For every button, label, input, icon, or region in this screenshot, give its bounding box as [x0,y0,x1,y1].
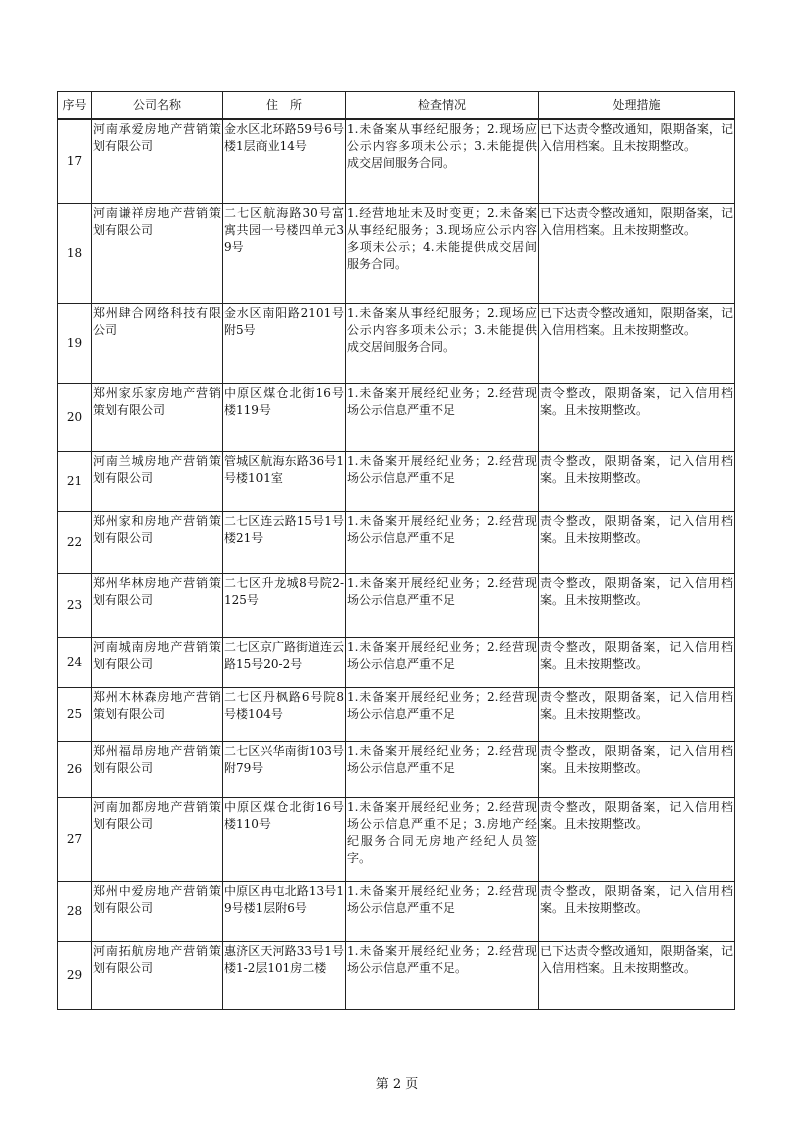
company-name: 郑州福昂房地产营销策划有限公司 [92,741,223,797]
inspection-result: 1.未备案开展经纪业务；2.经营现场公示信息严重不足 [346,383,539,451]
company-name: 河南谦祥房地产营销策划有限公司 [92,203,223,303]
company-address: 中原区煤仓北街16号楼119号 [223,383,346,451]
header-inspection: 检查情况 [346,92,539,120]
handling-measures: 已下达责令整改通知，限期备案，记入信用档案。且未按期整改。 [539,941,735,1009]
company-name: 河南城南房地产营销策划有限公司 [92,637,223,687]
company-address: 二七区航海路30号富寓共园一号楼四单元39号 [223,203,346,303]
company-address: 金水区北环路59号6号楼1层商业14号 [223,119,346,203]
inspection-result: 1.未备案开展经纪业务；2.经营现场公示信息严重不足 [346,637,539,687]
row-number: 27 [58,797,92,881]
page-number: 第 2 页 [375,1077,419,1092]
table-row [58,687,735,741]
header-company: 公司名称 [92,92,223,120]
company-name: 郑州木林森房地产营销策划有限公司 [92,687,223,741]
row-number: 26 [58,741,92,797]
table-row [58,741,735,797]
table-row [58,119,735,203]
row-number: 29 [58,941,92,1009]
row-number: 19 [58,303,92,383]
company-address: 二七区连云路15号1号楼21号 [223,511,346,573]
company-address: 金水区南阳路2101号附5号 [223,303,346,383]
handling-measures: 责令整改，限期备案，记入信用档案。且未按期整改。 [539,383,735,451]
header-no: 序号 [58,92,92,120]
company-address: 中原区煤仓北街16号楼110号 [223,797,346,881]
inspection-table [57,91,735,1010]
row-number: 23 [58,573,92,637]
table-row [58,797,735,881]
table-row [58,203,735,303]
company-name: 郑州家乐家房地产营销策划有限公司 [92,383,223,451]
handling-measures: 责令整改，限期备案，记入信用档案。且未按期整改。 [539,687,735,741]
inspection-result: 1.未备案开展经纪业务；2.经营现场公示信息严重不足 [346,881,539,941]
row-number: 20 [58,383,92,451]
handling-measures: 责令整改，限期备案，记入信用档案。且未按期整改。 [539,797,735,881]
handling-measures: 已下达责令整改通知，限期备案，记入信用档案。且未按期整改。 [539,203,735,303]
company-name: 郑州家和房地产营销策划有限公司 [92,511,223,573]
handling-measures: 责令整改，限期备案，记入信用档案。且未按期整改。 [539,637,735,687]
company-name: 郑州中爱房地产营销策划有限公司 [92,881,223,941]
handling-measures: 已下达责令整改通知，限期备案，记入信用档案。且未按期整改。 [539,303,735,383]
header-address: 住 所 [223,92,346,120]
company-name: 河南加都房地产营销策划有限公司 [92,797,223,881]
table-row [58,637,735,687]
header-row [58,92,735,120]
company-address: 二七区升龙城8号院2-125号 [223,573,346,637]
inspection-result: 1.未备案开展经纪业务；2.经营现场公示信息严重不足。 [346,941,539,1009]
inspection-result: 1.未备案从事经纪服务；2.现场应公示内容多项未公示；3.未能提供成交居间服务合同。 [346,303,539,383]
row-number: 22 [58,511,92,573]
row-number: 17 [58,119,92,203]
row-number: 21 [58,451,92,511]
inspection-result: 1.未备案开展经纪业务；2.经营现场公示信息严重不足；3.房地产经纪服务合同无房地产经纪人员签字。 [346,797,539,881]
table-row [58,303,735,383]
handling-measures: 已下达责令整改通知，限期备案，记入信用档案。且未按期整改。 [539,119,735,203]
inspection-result: 1.未备案开展经纪业务；2.经营现场公示信息严重不足 [346,573,539,637]
company-address: 中原区冉屯北路13号19号楼1层附6号 [223,881,346,941]
table-row [58,941,735,1009]
table-row [58,511,735,573]
company-address: 管城区航海东路36号1号楼101室 [223,451,346,511]
row-number: 18 [58,203,92,303]
table-row [58,451,735,511]
company-address: 二七区兴华南街103号附79号 [223,741,346,797]
table-row [58,383,735,451]
company-address: 二七区京广路街道连云路15号20-2号 [223,637,346,687]
company-name: 河南兰城房地产营销策划有限公司 [92,451,223,511]
handling-measures: 责令整改，限期备案，记入信用档案。且未按期整改。 [539,741,735,797]
handling-measures: 责令整改，限期备案，记入信用档案。且未按期整改。 [539,573,735,637]
handling-measures: 责令整改，限期备案，记入信用档案。且未按期整改。 [539,451,735,511]
row-number: 25 [58,687,92,741]
handling-measures: 责令整改，限期备案，记入信用档案。且未按期整改。 [539,881,735,941]
inspection-result: 1.未备案开展经纪业务；2.经营现场公示信息严重不足 [346,687,539,741]
inspection-result: 1.经营地址未及时变更；2.未备案从事经纪服务；3.现场应公示内容多项未公示；4.未能提供成交居间服务合同。 [346,203,539,303]
company-name: 郑州华林房地产营销策划有限公司 [92,573,223,637]
company-address: 二七区丹枫路6号院8号楼104号 [223,687,346,741]
header-measures: 处理措施 [539,92,735,120]
table-row [58,881,735,941]
company-name: 河南拓航房地产营销策划有限公司 [92,941,223,1009]
row-number: 28 [58,881,92,941]
company-address: 惠济区天河路33号1号楼1-2层101房二楼 [223,941,346,1009]
row-number: 24 [58,637,92,687]
inspection-result: 1.未备案开展经纪业务；2.经营现场公示信息严重不足 [346,741,539,797]
inspection-result: 1.未备案从事经纪服务；2.现场应公示内容多项未公示；3.未能提供成交居间服务合同。 [346,119,539,203]
inspection-result: 1.未备案开展经纪业务；2.经营现场公示信息严重不足 [346,451,539,511]
company-name: 郑州肆合网络科技有限公司 [92,303,223,383]
inspection-result: 1.未备案开展经纪业务；2.经营现场公示信息严重不足 [346,511,539,573]
company-name: 河南承爱房地产营销策划有限公司 [92,119,223,203]
handling-measures: 责令整改，限期备案，记入信用档案。且未按期整改。 [539,511,735,573]
table-row [58,573,735,637]
